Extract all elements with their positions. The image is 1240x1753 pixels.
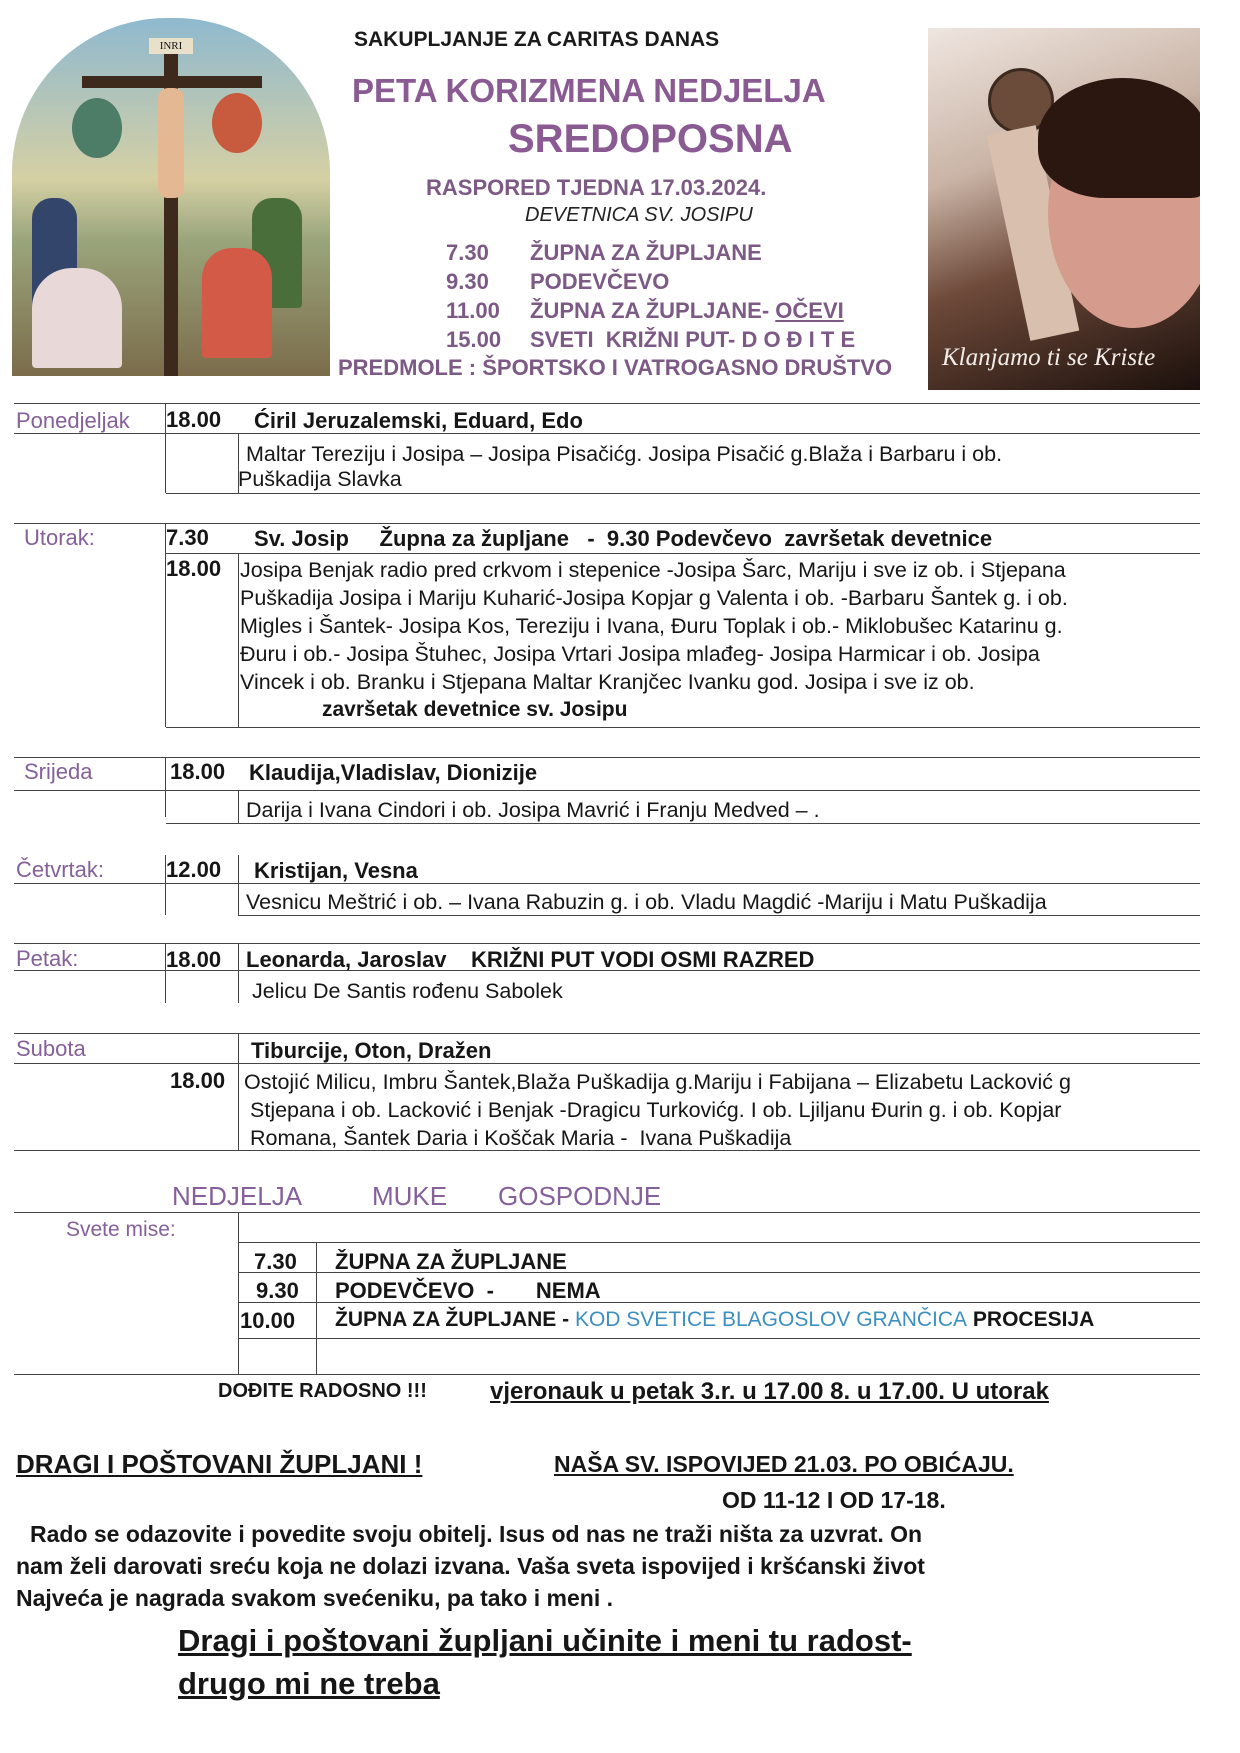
- kissing-cross-photo: [928, 28, 1200, 390]
- day-wednesday: Srijeda: [24, 759, 93, 784]
- blessing-label: KOD SVETICE BLAGOSLOV GRANČICA: [574, 1308, 968, 1331]
- intentions-tuesday-2: Puškadija Josipa i Mariju Kuharić-Josipa Kopjar g Valenta i ob. -Barbaru Šantek g. i ob.: [240, 586, 1068, 610]
- sunday-mass-text-2: PODEVČEVO: [530, 269, 670, 294]
- mass-3-text: ŽUPNA ZA ŽUPLJANE-: [530, 298, 776, 323]
- saints-friday: Leonarda, Jaroslav KRIŽNI PUT VODI OSMI RAZRED: [246, 947, 815, 972]
- sunday-mass-text-4: SVETI KRIŽNI PUT- D O Đ I T E: [530, 327, 856, 352]
- rule: [14, 1063, 1200, 1064]
- rule: [166, 493, 1200, 494]
- sunday-mass-time-3: 11.00: [446, 298, 500, 323]
- rule: [14, 1374, 1200, 1375]
- page-title: PETA KORIZMENA NEDJELJA: [352, 72, 826, 109]
- saints-wednesday: Klaudija,Vladislav, Dionizije: [249, 760, 538, 785]
- inri-plaque: INRI: [149, 38, 193, 54]
- parish-label: ŽUPNA ZA ŽUPLJANE -: [335, 1308, 575, 1331]
- confession-times: OD 11-12 I OD 17-18.: [722, 1487, 946, 1513]
- closing-line-2: drugo mi ne treba: [178, 1666, 440, 1701]
- time-tuesday-1: 7.30: [166, 525, 209, 550]
- rule: [238, 1242, 1200, 1243]
- rule: [166, 727, 1200, 728]
- palm-mass-time-3: 10.00: [240, 1308, 296, 1333]
- intentions-tuesday-4: Đuru i ob.- Josipa Štuhec, Josipa Vrtari Josipa mlađeg- Josipa Harmicar i ob. Josipa: [240, 642, 1040, 666]
- dear-parishioners-heading: DRAGI I POŠTOVANI ŽUPLJANI !: [16, 1449, 423, 1479]
- none-label: NEMA: [535, 1278, 601, 1303]
- novena-label: DEVETNICA SV. JOSIPU: [525, 204, 753, 226]
- fathers-label: OČEVI: [775, 298, 844, 323]
- rule: [14, 403, 1200, 404]
- intentions-thursday: Vesnicu Meštrić i ob. – Ivana Rabuzin g. i ob. Vladu Magdić -Mariju i Matu Puškadija: [246, 890, 1047, 914]
- sunday-mass-time-1: 7.30: [446, 240, 489, 265]
- procession-label: PROCESIJA: [967, 1308, 1095, 1331]
- intentions-saturday-1: Ostojić Milicu, Imbru Šantek,Blaža Puškadija g.Mariju i Fabijana – Elizabetu Lacković g: [244, 1070, 1071, 1094]
- rule-v: [238, 1033, 239, 1150]
- saints-saturday: Tiburcije, Oton, Dražen: [251, 1038, 492, 1063]
- podevcevo-label: PODEVČEVO -: [335, 1278, 494, 1303]
- rule-v: [316, 1242, 317, 1374]
- rule: [166, 553, 1200, 554]
- intentions-wednesday: Darija i Ivana Cindori i ob. Josipa Mavrić i Franju Medved – .: [246, 798, 820, 822]
- rule: [14, 433, 1200, 434]
- confession-announcement: NAŠA SV. ISPOVIJED 21.03. PO OBIĆAJU.: [554, 1451, 1014, 1477]
- week-schedule-label: RASPORED TJEDNA 17.03.2024.: [426, 175, 767, 200]
- sunday-mass-text-1: ŽUPNA ZA ŽUPLJANE: [530, 240, 762, 265]
- palm-sunday-word-2: MUKE: [372, 1181, 448, 1211]
- time-monday: 18.00: [166, 407, 222, 432]
- rule-v: [238, 943, 239, 1003]
- caritas-heading: SAKUPLJANJE ZA CARITAS DANAS: [354, 28, 720, 51]
- saints-thursday: Kristijan, Vesna: [254, 858, 418, 883]
- page-subtitle: SREDOPOSNA: [508, 117, 793, 161]
- time-thursday: 12.00: [166, 857, 222, 882]
- crucifixion-painting: [12, 18, 330, 376]
- rule-v: [165, 757, 166, 817]
- rule: [14, 1033, 1200, 1034]
- message-line-3: Najveća je nagrada svakom svećeniku, pa tako i meni .: [16, 1585, 614, 1611]
- rule: [14, 1212, 1200, 1213]
- saints-tuesday: Sv. Josip Župna za župljane - 9.30 Podevčevo završetak devetnice: [254, 526, 993, 551]
- day-thursday: Četvrtak:: [16, 857, 105, 882]
- come-joyfully: DOĐITE RADOSNO !!!: [218, 1380, 427, 1402]
- holy-masses-label: Svete mise:: [66, 1218, 176, 1241]
- message-line-1: Rado se odazovite i povedite svoju obitelj. Isus od nas ne traži ništa za uzvrat. On: [30, 1521, 923, 1547]
- palm-mass-text-1: ŽUPNA ZA ŽUPLJANE: [335, 1249, 567, 1274]
- sunday-mass-text-3: [530, 298, 844, 324]
- intentions-tuesday-3: Migles i Šantek- Josipa Kos, Tereziju i Ivana, Đuru Toplak i ob.- Miklobušec Katarinu g.: [240, 614, 1063, 638]
- time-saturday: 18.00: [170, 1068, 226, 1093]
- sunday-mass-time-4: 15.00: [446, 327, 502, 352]
- time-friday: 18.00: [166, 947, 222, 972]
- sunday-mass-time-2: 9.30: [446, 269, 489, 294]
- intentions-monday-2: Puškadija Slavka: [238, 467, 402, 491]
- day-tuesday: Utorak:: [24, 525, 95, 550]
- intentions-tuesday-1: Josipa Benjak radio pred crkvom i stepenice -Josipa Šarc, Mariju i sve iz ob. i Stjepana: [240, 558, 1066, 582]
- palm-mass-time-2: 9.30: [256, 1278, 299, 1303]
- time-tuesday-2: 18.00: [166, 556, 222, 581]
- saints-monday: Ćiril Jeruzalemski, Eduard, Edo: [254, 408, 583, 433]
- palm-mass-text-3: [335, 1308, 1094, 1332]
- rule: [14, 757, 1200, 758]
- rule-v: [238, 855, 239, 915]
- message-line-2: nam želi darovati sreću koja ne dolazi izvana. Vaša sveta ispovijed i kršćanski život: [16, 1553, 925, 1579]
- time-wednesday: 18.00: [170, 759, 226, 784]
- intentions-saturday-3: Romana, Šantek Daria i Koščak Maria - Ivana Puškadija: [250, 1126, 792, 1150]
- rule: [14, 943, 1200, 944]
- novena-end-tuesday: završetak devetnice sv. Josipu: [322, 698, 628, 721]
- intentions-tuesday-5: Vincek i ob. Branku i Stjepana Maltar Kranjčec Ivanku god. Josipa i sve iz ob.: [240, 670, 975, 694]
- intentions-friday: Jelicu De Santis rođenu Sabolek: [252, 979, 563, 1003]
- intentions-saturday-2: Stjepana i ob. Lacković i Benjak -Dragicu Turkovićg. I ob. Ljiljanu Đurin g. i ob. Kopjar: [250, 1098, 1062, 1122]
- palm-mass-text-2: [335, 1278, 601, 1304]
- rule: [238, 1338, 1200, 1339]
- rule: [14, 883, 1200, 884]
- day-friday: Petak:: [16, 946, 79, 971]
- day-saturday: Subota: [16, 1036, 86, 1061]
- rule: [14, 790, 1200, 791]
- prayers-line: PREDMOLE : ŠPORTSKO I VATROGASNO DRUŠTVO: [338, 355, 893, 380]
- rule: [14, 523, 1200, 524]
- photo-caption: Klanjamo ti se Kriste: [942, 344, 1156, 371]
- rule-v: [238, 790, 239, 823]
- rule-v: [238, 553, 239, 727]
- day-monday: Ponedjeljak: [16, 408, 130, 433]
- rule-v: [238, 1212, 239, 1374]
- palm-mass-time-1: 7.30: [254, 1249, 297, 1274]
- palm-sunday-word-1: NEDJELJA: [172, 1181, 303, 1211]
- catechism-note: vjeronauk u petak 3.r. u 17.00 8. u 17.00. U utorak: [490, 1378, 1049, 1405]
- intentions-monday-1: Maltar Tereziju i Josipa – Josipa Pisačićg. Josipa Pisačić g.Blaža i Barbaru i ob.: [246, 442, 1003, 466]
- closing-line-1: Dragi i poštovani župljani učinite i meni tu radost-: [178, 1623, 912, 1658]
- rule-v: [165, 523, 166, 727]
- palm-sunday-word-3: GOSPODNJE: [498, 1181, 662, 1211]
